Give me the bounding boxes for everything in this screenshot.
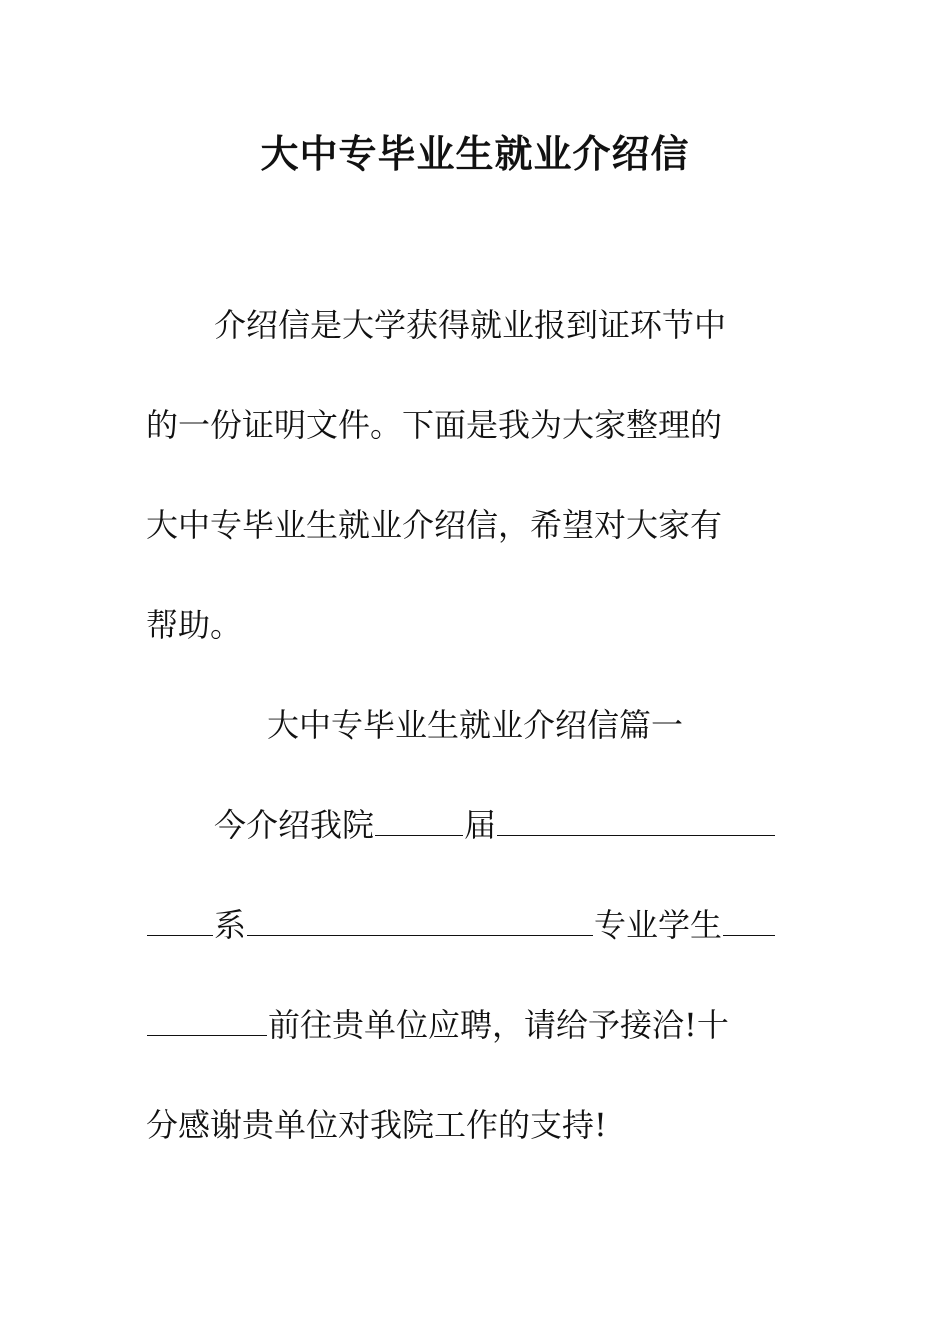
letter-line3-text: 前往贵单位应聘，请给予接洽!十 xyxy=(268,1006,729,1044)
letter-line1-mid: 届 xyxy=(464,806,497,844)
session-blank[interactable] xyxy=(375,805,463,836)
major-blank[interactable] xyxy=(247,905,593,936)
intro-line-1: 介绍信是大学获得就业报到证环节中 xyxy=(214,306,727,344)
letter-line2-mid: 系 xyxy=(214,906,247,944)
intro-line-4: 帮助。 xyxy=(146,606,243,644)
student-name-blank-end[interactable] xyxy=(147,1005,267,1036)
intro-line-3: 大中专毕业生就业介绍信，希望对大家有 xyxy=(146,506,723,544)
letter-line-3 xyxy=(146,1003,806,1047)
student-name-blank-start[interactable] xyxy=(723,905,775,936)
document-title: 大中专毕业生就业介绍信 xyxy=(260,132,690,176)
section-heading: 大中专毕业生就业介绍信篇一 xyxy=(266,706,683,744)
department-blank-start[interactable] xyxy=(147,905,213,936)
letter-line-2 xyxy=(146,903,806,947)
letter-line-1 xyxy=(146,803,874,847)
letter-line2-suffix: 专业学生 xyxy=(594,906,723,944)
letter-line-4: 分感谢贵单位对我院工作的支持! xyxy=(146,1106,607,1144)
letter-line1-prefix: 今介绍我院 xyxy=(214,806,375,844)
college-blank[interactable] xyxy=(497,805,775,836)
intro-line-2: 的一份证明文件。下面是我为大家整理的 xyxy=(146,406,723,444)
